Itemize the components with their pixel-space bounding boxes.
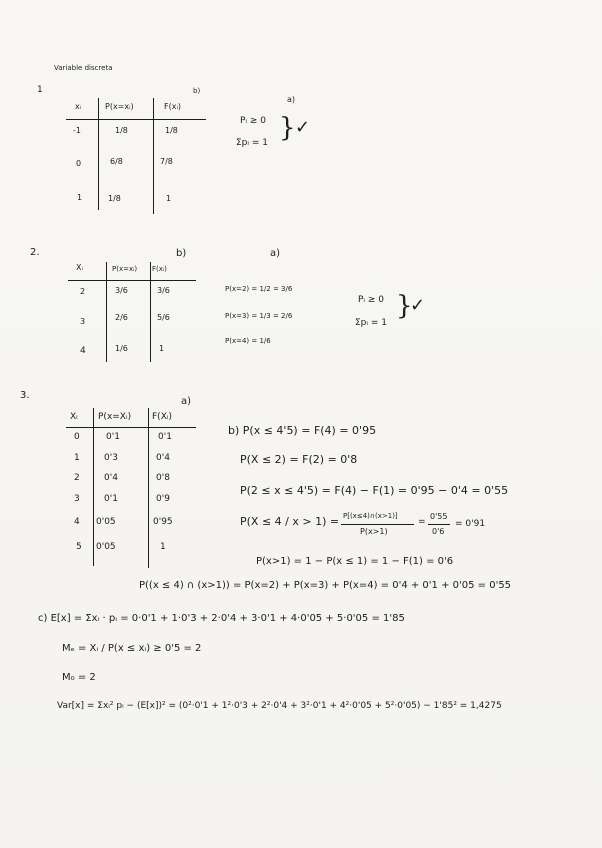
ex3-header-rule (66, 427, 196, 428)
ex3-header-p: P(x=Xᵢ) (98, 412, 132, 422)
ex2-cell: 3/6 (157, 286, 170, 295)
ex3-header-xi: Xᵢ (70, 412, 78, 422)
ex1-cell: 1/8 (108, 194, 121, 203)
ex1-condition-positive: Pᵢ ≥ 0 (240, 116, 267, 126)
ex2-calc-line: P(x=3) = 1/3 = 2/6 (225, 312, 293, 320)
ex3-b4-left: P(X ≤ 4 / x > 1) = (240, 515, 340, 528)
ex3-cell: 0'8 (156, 473, 170, 483)
ex2-label-b: b) (176, 248, 187, 259)
ex3-b4-result: = 0'91 (455, 519, 486, 529)
ex2-cell: 3 (80, 317, 86, 326)
ex3-b4-denominator2: 0'6 (432, 527, 445, 536)
ex3-b-line: b) P(x ≤ 4'5) = F(4) = 0'95 (228, 424, 377, 437)
ex2-condition-sum: Σpᵢ = 1 (355, 318, 387, 328)
ex3-cell: 0'95 (153, 517, 173, 527)
ex2-header-f: F(xᵢ) (152, 265, 167, 273)
ex3-cell: 4 (74, 517, 80, 527)
ex1-label-b: b) (193, 87, 201, 95)
ex1-condition-sum: Σpᵢ = 1 (236, 138, 268, 148)
ex2-cell: 1 (159, 344, 165, 353)
ex1-cell: -1 (73, 126, 81, 135)
ex2-cell: 1/6 (115, 344, 128, 353)
ex3-cell: 0'9 (156, 494, 170, 504)
ex1-header-xi: xᵢ (75, 102, 82, 111)
ex2-number: 2. (30, 247, 40, 258)
ex2-cell: 5/6 (157, 313, 170, 322)
ex3-b-line: P(x>1) = 1 − P(x ≤ 1) = 1 − F(1) = 0'6 (256, 556, 454, 567)
ex1-header-f: F(xᵢ) (164, 102, 182, 111)
ex1-cell: 6/8 (110, 157, 123, 166)
ex1-cell: 1 (77, 193, 83, 202)
ex3-cell: 2 (74, 473, 80, 483)
ex1-header-rule (66, 119, 206, 120)
ex3-b4-denominator: P(x>1) (360, 527, 388, 536)
ex2-calc-line: P(x=2) = 1/2 = 3/6 (225, 285, 293, 293)
ex1-number: 1 (37, 85, 43, 95)
ex1-cell: 1/8 (165, 126, 178, 135)
ex3-c-median: Mₑ = Xᵢ / P(x ≤ xᵢ) ≥ 0'5 = 2 (62, 643, 202, 654)
ex3-cell: 0'1 (106, 432, 120, 442)
ex2-label-a: a) (270, 248, 281, 259)
ex1-check-icon: ✓ (295, 117, 311, 138)
ex2-cell: 2/6 (115, 313, 128, 322)
ex3-b4-numerator: P[(x≤4)∩(x>1)] (343, 512, 398, 520)
ex3-cell: 0'1 (104, 494, 118, 504)
ex3-cell: 0'1 (158, 432, 172, 442)
ex1-col-rule-2 (153, 98, 154, 214)
ex3-b4-fraction-bar2 (428, 524, 450, 525)
ex1-cell: 7/8 (160, 157, 173, 166)
ex3-cell: 3 (74, 494, 80, 504)
ex3-cell: 1 (74, 453, 80, 463)
ex2-check-icon: ✓ (410, 295, 426, 316)
ex1-header-p: P(x=xᵢ) (105, 102, 134, 111)
ex2-header-rule (68, 280, 196, 281)
ex3-header-f: F(Xᵢ) (152, 412, 172, 422)
ex3-cell: 1 (160, 542, 166, 552)
ex1-label-a: a) (287, 95, 296, 104)
ex1-cell: 1/8 (115, 126, 128, 135)
ex1-col-rule-1 (98, 98, 99, 210)
ex3-b-line: P(2 ≤ x ≤ 4'5) = F(4) − F(1) = 0'95 − 0'4 = 0'55 (240, 484, 509, 497)
ex3-c-mode: M₀ = 2 (62, 672, 96, 683)
ex3-cell: 0 (74, 432, 80, 442)
ex2-cell: 2 (80, 287, 86, 296)
ex2-col-rule-1 (106, 262, 107, 362)
ex2-cell: 3/6 (115, 286, 128, 295)
ex3-b4-numerator2: 0'55 (430, 512, 448, 521)
ex3-b4-fraction-bar (341, 524, 414, 525)
ex3-cell: 0'05 (96, 542, 116, 552)
ex3-col-rule-1 (93, 408, 94, 566)
ex3-b-line: P(X ≤ 2) = F(2) = 0'8 (240, 453, 358, 466)
ex3-c-expectation: c) E[x] = Σxᵢ · pᵢ = 0·0'1 + 1·0'3 + 2·0'4 + 3·0'1 + 4·0'05 + 5·0'05 = 1'85 (38, 613, 405, 624)
page-heading: Variable discreta (54, 64, 113, 72)
ex3-c-variance: Var[x] = Σxᵢ² pᵢ − (E[x])² = (0²·0'1 + 1²·0'3 + 2²·0'4 + 3²·0'1 + 4²·0'05 + 5²·0'05) − 1'85² = 1,4275 (57, 701, 502, 711)
ex1-cell: 0 (76, 159, 82, 168)
ex2-cell: 4 (80, 346, 86, 356)
ex2-header-xi: Xᵢ (76, 263, 83, 272)
ex3-b-line: P((x ≤ 4) ∩ (x>1)) = P(x=2) + P(x=3) + P(x=4) = 0'4 + 0'1 + 0'05 = 0'55 (139, 580, 512, 591)
ex2-col-rule-2 (150, 262, 151, 362)
ex2-brace: } (396, 291, 413, 321)
ex2-header-p: P(x=xᵢ) (112, 265, 138, 273)
ex3-cell: 0'3 (104, 453, 118, 463)
ex3-cell: 0'4 (104, 473, 118, 483)
ex3-cell: 5 (76, 542, 82, 552)
ex3-cell: 0'05 (96, 517, 116, 527)
ex3-col-rule-2 (148, 408, 149, 568)
ex1-brace: } (279, 113, 296, 143)
ex3-b4-eq: = (418, 517, 426, 527)
ex3-number: 3. (20, 390, 30, 401)
ex3-label-a: a) (181, 396, 192, 407)
ex2-calc-line: P(x=4) = 1/6 (225, 337, 271, 345)
ex2-condition-positive: Pᵢ ≥ 0 (358, 295, 385, 305)
ex3-cell: 0'4 (156, 453, 170, 463)
ex1-cell: 1 (166, 194, 172, 203)
